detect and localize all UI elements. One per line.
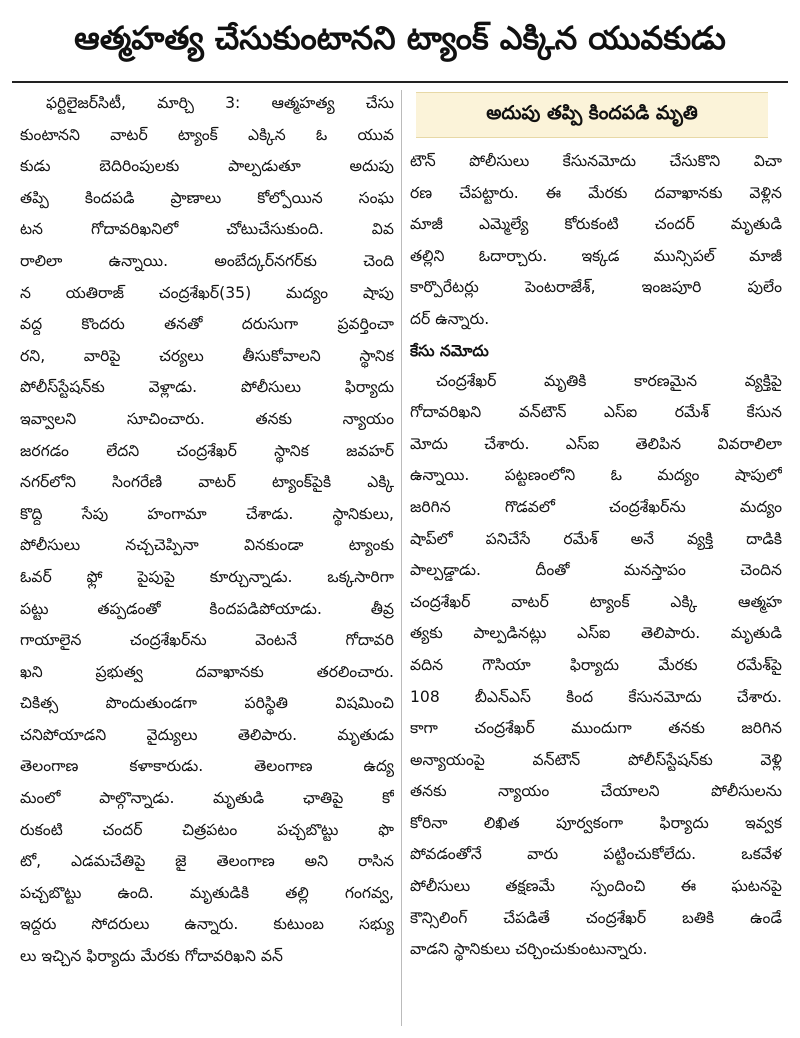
text-line: పట్టు తప్పడంతో కిందపడిపోయాడు. తీవ్ర: [20, 599, 394, 618]
text-line: పోవడంతోనే వారు పట్టించుకోలేదు. ఒకవేళ: [410, 845, 782, 864]
text-line: రుకంటి చందర్ చిత్రపటం పచ్చబొట్టు ఫొ: [20, 820, 394, 839]
right-column: [410, 92, 782, 966]
text-line: కుంటానని వాటర్ ట్యాంక్ ఎక్కిన ఓ యువ: [20, 125, 394, 144]
left-column: [20, 88, 394, 973]
text-line: త్యకు పాల్పడినట్లు ఎస్‌ఐ తెలిపారు. మృతుడి: [410, 624, 782, 643]
text-line: కాగా చంద్రశేఖర్ ముందుగా తనకు జరిగిన: [410, 719, 782, 738]
text-line: వాడని స్థానికులు చర్చించుకుంటున్నారు.: [410, 940, 648, 959]
text-line: కార్పొరేటర్లు పెంటరాజేశ్, ఇంజపూరి పులేం: [410, 278, 782, 297]
text-line: లు ఇచ్చిన ఫిర్యాదు మేరకు గోదావరిఖని వన్: [20, 947, 283, 966]
text-line: వద్ద కొందరు తనతో దరుసుగా ప్రవర్తించా: [20, 315, 394, 334]
text-line: పోలీస్‌స్టేషన్‌కు వెళ్లాడు. పోలీసులు ఫిర్యాదు: [20, 378, 394, 397]
text-line: టో, ఎడమచేతిపై జై తెలంగాణ అని రాసిన: [20, 852, 394, 871]
text-line: కోరినా లిఖిత పూర్వకంగా ఫిర్యాదు ఇవ్వక: [410, 813, 782, 832]
text-line: కుడు బెదిరింపులకు పాల్పడుతూ అదుపు: [20, 157, 394, 176]
text-line: మోదు చేశారు. ఎస్‌ఐ తెలిపిన వివరాలిలా: [410, 434, 782, 453]
text-line: చంద్రశేఖర్ మృతికి కారణమైన వ్యక్తిపై: [436, 371, 782, 390]
right-column-paragraph-2: [410, 366, 782, 966]
text-line: ఉన్నాయి. పట్టణంలోని ఓ మద్యం షాపులో: [410, 466, 782, 485]
text-line: గోదావరిఖని వన్‌టౌన్ ఎస్‌ఐ రమేశ్ కేసున: [410, 403, 782, 422]
article-headline: ఆత్మహత్య చేసుకుంటానని ట్యాంక్ ఎక్కిన యువకుడు: [74, 19, 726, 57]
text-line: పాల్పడ్డాడు. దీంతో మనస్తాపం చెందిన: [410, 561, 782, 580]
text-line: జరిగిన గొడవలో చంద్రశేఖర్‌ను మద్యం: [410, 497, 782, 516]
text-line: చనిపోయాడని వైద్యులు తెలిపారు. మృతుడు: [20, 725, 394, 744]
text-line: 108 బీఎన్ఎస్ కింద కేసునమోదు చేశారు.: [410, 687, 782, 706]
text-line: రని, వారిపై చర్యలు తీసుకోవాలని స్థానిక: [20, 346, 394, 365]
article-subheadline: అదుపు తప్పి కిందపడి మృతి: [416, 92, 768, 138]
text-line: కౌన్సిలింగ్ చేపడితే చంద్రశేఖర్ బతికి ఉండే: [410, 908, 782, 927]
column-divider: [401, 90, 402, 1026]
text-line: తెలంగాణ కళాకారుడు. తెలంగాణ ఉద్య: [20, 757, 394, 776]
text-line: తనకు న్యాయం చేయాలని పోలీసులను: [410, 782, 782, 801]
headline-rule: [12, 81, 788, 83]
text-line: చంద్రశేఖర్ వాటర్ ట్యాంక్ ఎక్కి ఆత్మహ: [410, 592, 782, 611]
text-line: జరగడం లేదని చంద్రశేఖర్ స్థానిక జవహర్: [20, 441, 394, 460]
text-line: పచ్చబొట్టు ఉంది. మృతుడికి తల్లి గంగవ్వ,: [20, 883, 394, 902]
text-line: ఖని ప్రభుత్వ దవాఖానకు తరలించారు.: [20, 662, 394, 681]
text-line: గాయాలైన చంద్రశేఖర్‌ను వెంటనే గోదావరి: [20, 631, 394, 650]
text-line: అన్యాయంపై వన్‌టౌన్ పోలీస్‌స్టేషన్‌కు వెళ్లి: [410, 750, 782, 769]
text-line: రాలిలా ఉన్నాయి. అంబేద్కర్‌నగర్‌కు చెంది: [20, 251, 394, 270]
text-line: ఇద్దరు సోదరులు ఉన్నారు. కుటుంబ సభ్యు: [20, 915, 394, 934]
text-line: షాప్‌లో పనిచేసే రమేశ్ అనే వ్యక్తి దాడికి: [410, 529, 782, 548]
text-line: దర్ ఉన్నారు.: [410, 309, 490, 328]
text-line: తల్లిని ఓదార్చారు. ఇక్కడ మున్సిపల్ మాజీ: [410, 246, 782, 265]
text-line: తప్పి కిందపడి ప్రాణాలు కోల్పోయిన సంఘ: [20, 188, 394, 207]
text-line: ఓవర్ ఫ్లో పైపుపై కూర్చున్నాడు. ఒక్కసారిగా: [20, 567, 394, 586]
text-line: టౌన్ పోలీసులు కేసునమోదు చేసుకొని విచా: [410, 152, 782, 170]
text-line: కొద్ది సేపు హంగామా చేశాడు. స్థానికులు,: [20, 504, 394, 523]
text-line: వదిన గౌసియా ఫిర్యాదు మేరకు రమేశ్‌పై: [410, 655, 782, 674]
text-line: టన గోదావరిఖనిలో చోటుచేసుకుంది. వివ: [20, 220, 394, 239]
crosshead: కేసు నమోదు: [410, 341, 489, 360]
text-line: రణ చేపట్టారు. ఈ మేరకు దవాఖానకు వెళ్లిన: [410, 183, 782, 202]
right-column-paragraph-1: [410, 146, 782, 336]
text-line: ఇవ్వాలని సూచించారు. తనకు న్యాయం: [20, 409, 394, 428]
text-line: మంలో పాల్గొన్నాడు. మృతుడి ఛాతిపై కో: [20, 789, 394, 808]
text-line: చికిత్స పొందుతుండగా పరిస్థితి విషమించి: [20, 694, 394, 713]
text-line: మాజీ ఎమ్మెల్యే కోరుకంటి చందర్ మృతుడి: [410, 215, 782, 234]
text-line: పోలీసులు తక్షణమే స్పందించి ఈ ఘటనపై: [410, 877, 782, 896]
text-line: నగర్‌లోని సింగరేణి వాటర్ ట్యాంక్‌పైకి ఎక్కి: [20, 473, 394, 492]
text-line: న యతిరాజ్ చంద్రశేఖర్(35) మద్యం షాపు: [20, 283, 394, 302]
text-line: పోలీసులు నచ్చచెప్పినా వినకుండా ట్యాంకు: [20, 536, 394, 555]
text-line: ఫర్టిలైజర్‌సిటీ, మార్చి 3: ఆత్మహత్య చేసు: [46, 94, 394, 112]
